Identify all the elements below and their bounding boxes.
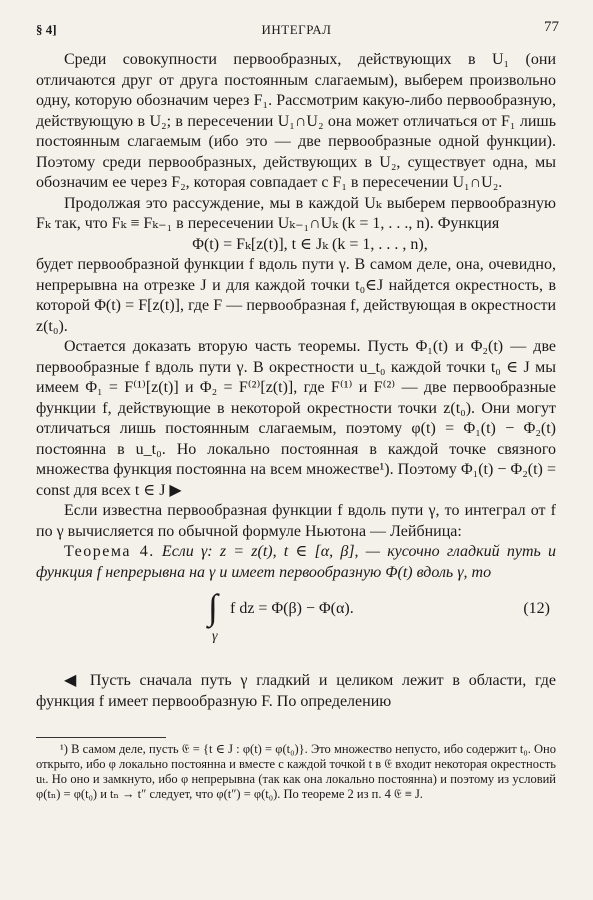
equation-expression: f dz = Φ(β) − Φ(α).	[230, 600, 354, 617]
paragraph: будет первообразной функции f вдоль пути γ. В самом деле, она, очевидно, непрерывна на отрезке J и для каждой точки t₀∈J найдется окрестность, в которой Φ(t) = F[z(t)], где F — первообразная f, действующая в окрестности z(t₀).	[36, 256, 556, 335]
footnote-rule	[36, 737, 166, 738]
section-marker: § 4]	[36, 22, 57, 37]
integral-subscript: γ	[212, 629, 218, 644]
main-text	[36, 50, 556, 712]
paragraph: Продолжая это рассуждение, мы в каждой Uₖ выберем первообразную Fₖ так, что Fₖ ≡ Fₖ₋₁ в пересечении Uₖ₋₁∩Uₖ (k = 1, . . ., n). Функция	[36, 194, 556, 232]
paragraph: ◀ Пусть сначала путь γ гладкий и целиком лежит в области, где функция f имеет первообразную F. По определению	[36, 672, 556, 710]
theorem-statement: Если γ: z = z(t), t ∈ [α, β], — кусочно гладкий путь и функция f непрерывна на γ и имеет первообразную Φ(t) вдоль γ, то	[36, 543, 556, 581]
footnote	[36, 742, 556, 802]
equation-phi: Φ(t) = Fₖ[z(t)], t ∈ Jₖ (k = 1, . . . , n),	[192, 235, 428, 253]
paragraph: Остается доказать вторую часть теоремы. Пусть Φ₁(t) и Φ₂(t) — две первообразные f вдоль пути γ. В окрестности u_t₀ каждой точки t₀ ∈ J мы имеем Φ₁ = F⁽¹⁾[z(t)] и Φ₂ = F⁽²⁾[z(t)], где F⁽¹⁾ и F⁽²⁾ — две первообразные функции f, действующие в некоторой окрестности точки z(t₀). Они могут отличаться лишь постоянным слагаемым, поэтому φ(t) = Φ₁(t) − Φ₂(t) постоянна в u_t₀. Но локально постоянная в каждой точке связного множества функция постоянна на всем множестве¹). Поэтому Φ₁(t) − Φ₂(t) = const для всех t ∈ J ▶	[36, 338, 557, 499]
theorem-label: Теорема 4.	[64, 543, 155, 560]
equation-12	[36, 587, 556, 651]
theorem-4	[36, 542, 556, 583]
paragraph: Если известна первообразная функции f вдоль пути γ, то интеграл от f по γ вычисляется по обычной формуле Ньютона — Лейбница:	[36, 502, 556, 540]
equation-number: (12)	[523, 600, 550, 617]
integral-sign: ∫	[208, 587, 218, 627]
running-title: ИНТЕГРАЛ	[261, 22, 332, 37]
page-number: 77	[544, 19, 559, 35]
paragraph: Среди совокупности первообразных, действующих в U₁ (они отличаются друг от друга постоянным слагаемым), выберем произвольно одну, которую обозначим через F₁. Рассмотрим какую-либо первообразную, действующую в U₂; в пересечении U₁∩U₂ она может отличаться от F₁ лишь постоянным слагаемым (ибо это — две первообразные одной функции). Поэтому среди первообразных, действующих в U₂, существует одна, мы обозначим ее через F₂, которая совпадает с F₁ в пересечении U₁∩U₂.	[36, 51, 556, 191]
footnote-text: ¹) В самом деле, пусть 𝔈 = {t ∈ J : φ(t) = φ(t₀)}. Это множество непусто, ибо содержит t₀. Оно открыто, ибо φ локально постоянна и вместе с каждой точкой t в 𝔈 входит некоторая окрестность uₜ. Но оно и замкнуто, ибо φ непрерывна (так как она локально постоянна) и поэтому из условий φ(tₙ) = φ(t₀) и tₙ → t″ следует, что φ(t″) = φ(t₀). По теореме 2 из п. 4 𝔈 ≡ J.	[36, 742, 556, 801]
